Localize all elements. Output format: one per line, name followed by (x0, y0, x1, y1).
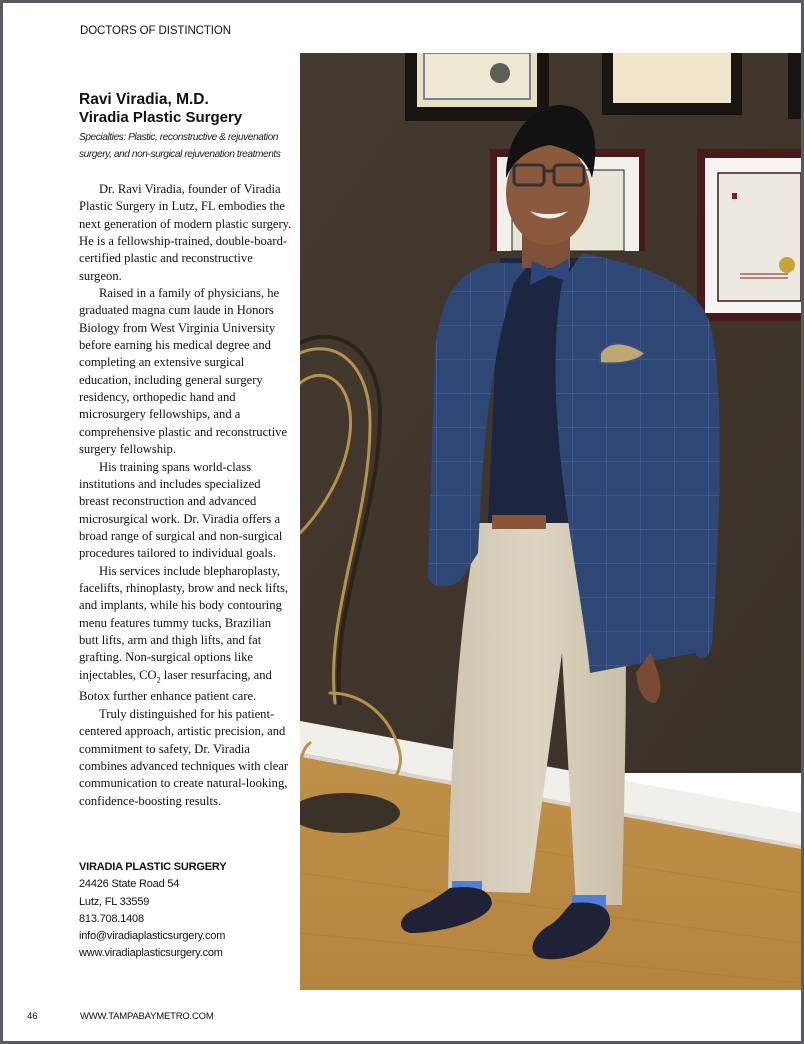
contact-block (79, 859, 293, 963)
paragraph-services (79, 563, 293, 706)
contact-website[interactable]: www.viradiaplasticsurgery.com (79, 947, 223, 960)
paragraph-education: Raised in a family of physicians, he graduated magna cum laude in Honors Biology from West Virginia University before earning his medical degree and completing an extensive surgical education, including general surgery residency, orthopedic hand and microsurgery fellowships, and a comprehensive plastic and reconstructive surgery fellowship. (79, 286, 288, 457)
article-body (79, 181, 293, 810)
contact-address-line2: Lutz, FL 33559 (79, 895, 150, 908)
doctor-name: Ravi Viradia, M.D. (79, 91, 209, 108)
framed-certificate-2 (602, 53, 742, 115)
framed-certificate-5 (697, 149, 801, 321)
doctor-portrait-photo (300, 53, 801, 990)
magazine-page (3, 3, 801, 1041)
contact-address-line1: 24426 State Road 54 (79, 878, 180, 891)
contact-practice-name: VIRADIA PLASTIC SURGERY (79, 861, 227, 873)
contact-email[interactable]: info@viradiaplasticsurgery.com (79, 930, 226, 943)
services-text-end: laser resurfacing, and Botox further enhance patient care. (79, 667, 272, 704)
footer-url[interactable]: WWW.TAMPABAYMETRO.COM (80, 1011, 214, 1022)
specialties: Specialties: Plastic, reconstructive & rejuvenation surgery, and non-surgical rejuvenation treatments (79, 132, 281, 160)
framed-certificate-1 (405, 53, 549, 121)
services-text: His services include blepharoplasty, facelifts, rhinoplasty, brow and neck lifts, and implants, while his body contouring menu features tummy tucks, Brazilian butt lifts, arm and thigh lifts, and fat grafting. Non-surgical options like injectables, CO (79, 563, 289, 682)
section-title: DOCTORS OF DISTINCTION (80, 25, 231, 37)
belt (492, 515, 546, 529)
practice-name: Viradia Plastic Surgery (79, 109, 243, 126)
co2-subscript: 2 (156, 675, 161, 685)
paragraph-intro: Dr. Ravi Viradia, founder of Viradia Plastic Surgery in Lutz, FL embodies the next generation of modern plastic surgery. He is a fellowship-trained, double-board-certified plastic and reconstructive surgeon. (79, 182, 292, 283)
framed-certificate-3 (788, 53, 801, 119)
contact-phone: 813.708.1408 (79, 912, 144, 925)
paragraph-training: His training spans world-class institutions and includes specialized breast reconstruction and advanced microsurgical work. Dr. Viradia offers a broad range of surgical and non-surgical procedures tailored to individual goals. (79, 459, 283, 561)
paragraph-closing: Truly distinguished for his patient-centered approach, artistic precision, and commitment to safety, Dr. Viradia combines advanced techniques with clear communication to create natural-looking, confidence-boosting results. (79, 706, 289, 808)
page-number: 46 (27, 1011, 38, 1022)
profile-column (79, 90, 293, 810)
